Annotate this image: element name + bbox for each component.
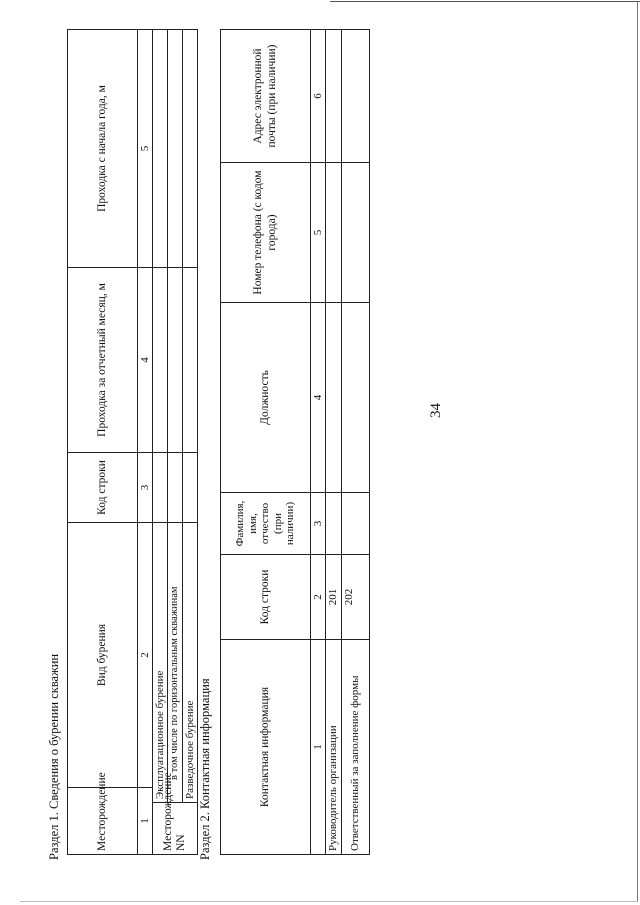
cell-code [183,452,198,522]
drilling-type-horizontal: в том числе по горизонтальным скважинам [168,522,183,802]
cell-code [168,452,183,522]
cell-year [153,29,168,267]
colnum-4: 4 [311,303,326,493]
page-border-right [637,1,638,901]
section2-table [220,29,370,855]
cell-position [341,303,369,493]
drilling-type-exploitation: Эксплуатационное бурение [153,522,168,802]
table-row [168,29,183,854]
cell-month [183,267,198,452]
header-phone: Номер телефона (с кодом города) [221,163,311,303]
colnum-5: 5 [311,163,326,303]
header-fio: Фамилия, имя, отчество (при наличии) [221,493,311,555]
cell-month [168,267,183,452]
header-row-code: Код строки [68,452,138,522]
cell-month [153,267,168,452]
section2-title: Раздел 2. Контактная информация [198,678,212,860]
header-penetration-year: Проходка с начала года, м [68,29,138,267]
cell-email [326,30,342,163]
table-row [183,29,198,854]
table-row [153,29,168,854]
section1-table [67,29,198,855]
header-row-code: Код строки [221,555,311,640]
cell-phone [326,163,342,303]
colnum-4: 4 [138,267,153,452]
section1-title: Раздел 1. Сведения о бурении скважин [47,653,61,860]
contact-head-code: 201 [326,555,342,640]
colnum-2: 2 [311,555,326,640]
section2-header-row [221,30,311,855]
colnum-5: 5 [138,29,153,267]
colnum-3: 3 [311,493,326,555]
header-field: Месторождение [68,787,138,854]
header-contact: Контактная информация [221,640,311,855]
contact-responsible-label: Ответственный за заполнение формы [341,640,369,855]
colnum-1: 1 [311,640,326,855]
header-email: Адрес электронной почты (при наличии) [221,30,311,163]
section2-colnum-row [311,30,326,855]
table-row [341,30,369,855]
cell-position [326,303,342,493]
cell-email [341,30,369,163]
cell-phone [341,163,369,303]
cell-fio [326,493,342,555]
drilling-type-exploration: Разведочное бурение [183,522,198,802]
header-penetration-month: Проходка за отчетный месяц, м [68,267,138,452]
section1-colnum-row [138,29,153,854]
header-position: Должность [221,303,311,493]
header-drilling-type: Вид бурения [68,522,138,787]
contact-responsible-code: 202 [341,555,369,640]
cell-year [168,29,183,267]
colnum-1: 1 [138,787,153,854]
colnum-2: 2 [138,522,153,787]
contact-head-label: Руководитель организации [326,640,342,855]
field-nn-cell: Месторождение NN [153,803,198,855]
rotated-page-content [25,20,385,860]
page-number: 34 [428,403,444,418]
cell-fio [341,493,369,555]
cell-code [153,452,168,522]
table-row [326,30,342,855]
cell-year [183,29,198,267]
colnum-3: 3 [138,452,153,522]
section1-header-row [68,29,138,854]
page-border-bottom [20,901,638,902]
page-border-top [330,1,640,2]
colnum-6: 6 [311,30,326,163]
